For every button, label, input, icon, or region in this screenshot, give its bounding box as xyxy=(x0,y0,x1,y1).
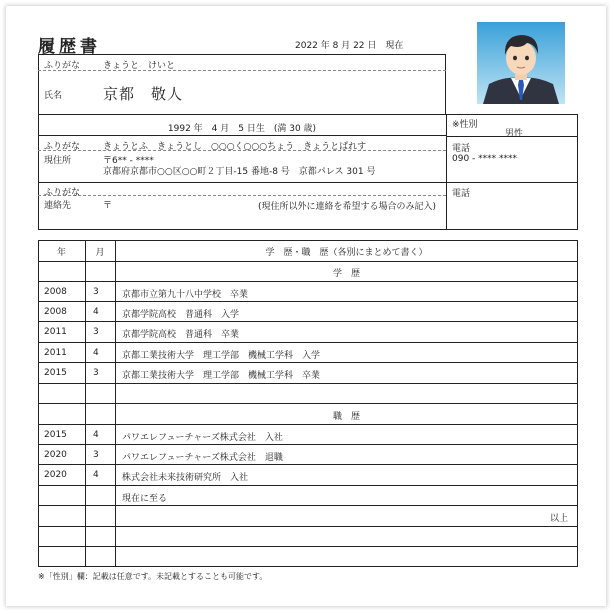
table-row-divider xyxy=(38,281,578,282)
name-label: 氏名 xyxy=(44,91,63,101)
edu-entry: 京都工業技術大学 理工学部 機械工学科 卒業 xyxy=(122,371,321,381)
table-row-divider xyxy=(38,485,578,486)
contact-label: 連絡先 xyxy=(44,201,72,211)
current-status: 現在に至る xyxy=(122,494,168,504)
work-month: 3 xyxy=(93,450,99,460)
edu-entry: 京都学院高校 普通科 入学 xyxy=(122,310,240,320)
edu-month: 4 xyxy=(93,307,99,317)
edu-year: 2011 xyxy=(44,327,67,337)
address-line: 京都府京都市○○区○○町２丁目-15 番地-8 号 京都パレス 301 号 xyxy=(103,167,376,177)
document-date: 2022 年 8 月 22 日 現在 xyxy=(295,41,404,51)
table-row-divider xyxy=(38,505,578,506)
edu-entry: 京都工業技術大学 理工学部 機械工学科 入学 xyxy=(122,351,321,361)
table-row-divider xyxy=(38,321,578,322)
divider xyxy=(446,114,447,230)
table-row-divider xyxy=(38,424,578,425)
document-title: 履歴書 xyxy=(38,37,101,57)
edu-entry: 京都市立第九十八中学校 卒業 xyxy=(122,290,249,300)
work-entry: パワエレフューチャーズ株式会社 入社 xyxy=(122,433,283,443)
table-row-divider xyxy=(38,526,578,527)
end-mark: 以上 xyxy=(550,514,569,524)
col-month-header: 月 xyxy=(95,248,105,258)
edu-year: 2011 xyxy=(44,348,67,358)
contact-phone-label: 電話 xyxy=(452,189,471,199)
divider xyxy=(38,182,578,183)
table-row-divider xyxy=(38,403,578,404)
table-row-divider xyxy=(38,444,578,445)
edu-month: 4 xyxy=(93,348,99,358)
work-year: 2015 xyxy=(44,430,67,440)
work-entry: 株式会社未来技術研究所 入社 xyxy=(122,473,249,483)
full-name: 京都 敬人 xyxy=(103,85,184,103)
personal-info-box xyxy=(38,54,446,115)
table-row-divider xyxy=(38,464,578,465)
table-row-divider xyxy=(38,342,578,343)
work-heading: 職 歴 xyxy=(332,412,360,422)
gender-label: ※性別 xyxy=(452,120,478,130)
person-avatar-icon xyxy=(477,22,565,104)
edu-month: 3 xyxy=(93,327,99,337)
work-year: 2020 xyxy=(44,450,67,460)
contact-furigana-label: ふりがな xyxy=(44,188,81,198)
address-furigana-label: ふりがな xyxy=(44,142,81,152)
edu-year: 2015 xyxy=(44,368,67,378)
divider xyxy=(38,70,446,71)
table-row-divider xyxy=(38,301,578,302)
table-row-divider xyxy=(38,546,578,547)
phone-label: 電話 xyxy=(452,144,471,154)
address-label: 現住所 xyxy=(44,156,72,166)
education-heading: 学 歴 xyxy=(332,269,360,279)
table-row-divider xyxy=(38,362,578,363)
address-postal: 〒6** - **** xyxy=(103,156,154,166)
edu-year: 2008 xyxy=(44,307,67,317)
gender-value: 男性 xyxy=(505,129,524,139)
edu-year: 2008 xyxy=(44,287,67,297)
divider xyxy=(38,195,446,196)
furigana-label: ふりがな xyxy=(44,61,81,71)
address-furigana: きょうとふ きょうとし ○○○く○○○ちょう きょうとぱれす xyxy=(103,142,367,152)
edu-month: 3 xyxy=(93,287,99,297)
name-furigana: きょうと けいと xyxy=(103,61,176,71)
contact-note: (現住所以外に連絡を希望する場合のみ記入) xyxy=(258,202,437,212)
table-row-divider xyxy=(38,383,578,384)
table-row-divider xyxy=(38,261,578,262)
id-photo xyxy=(477,22,565,104)
work-entry: パワエレフューチャーズ株式会社 退職 xyxy=(122,453,283,463)
phone-value: 090 - **** **** xyxy=(452,154,518,164)
edu-month: 3 xyxy=(93,368,99,378)
footer-note: ※「性別」欄：記載は任意です。未記載とすることも可能です。 xyxy=(38,572,268,581)
work-month: 4 xyxy=(93,470,99,480)
col-content-header: 学 歴・職 歴（各別にまとめて書く） xyxy=(265,248,428,258)
work-month: 4 xyxy=(93,430,99,440)
birth-date: 1992 年 4 月 5 日生 (満 30 歳) xyxy=(167,124,317,134)
edu-entry: 京都学院高校 普通科 卒業 xyxy=(122,330,240,340)
contact-postal: 〒 xyxy=(103,201,113,211)
col-year-header: 年 xyxy=(56,248,66,258)
divider xyxy=(38,135,446,136)
work-year: 2020 xyxy=(44,470,67,480)
